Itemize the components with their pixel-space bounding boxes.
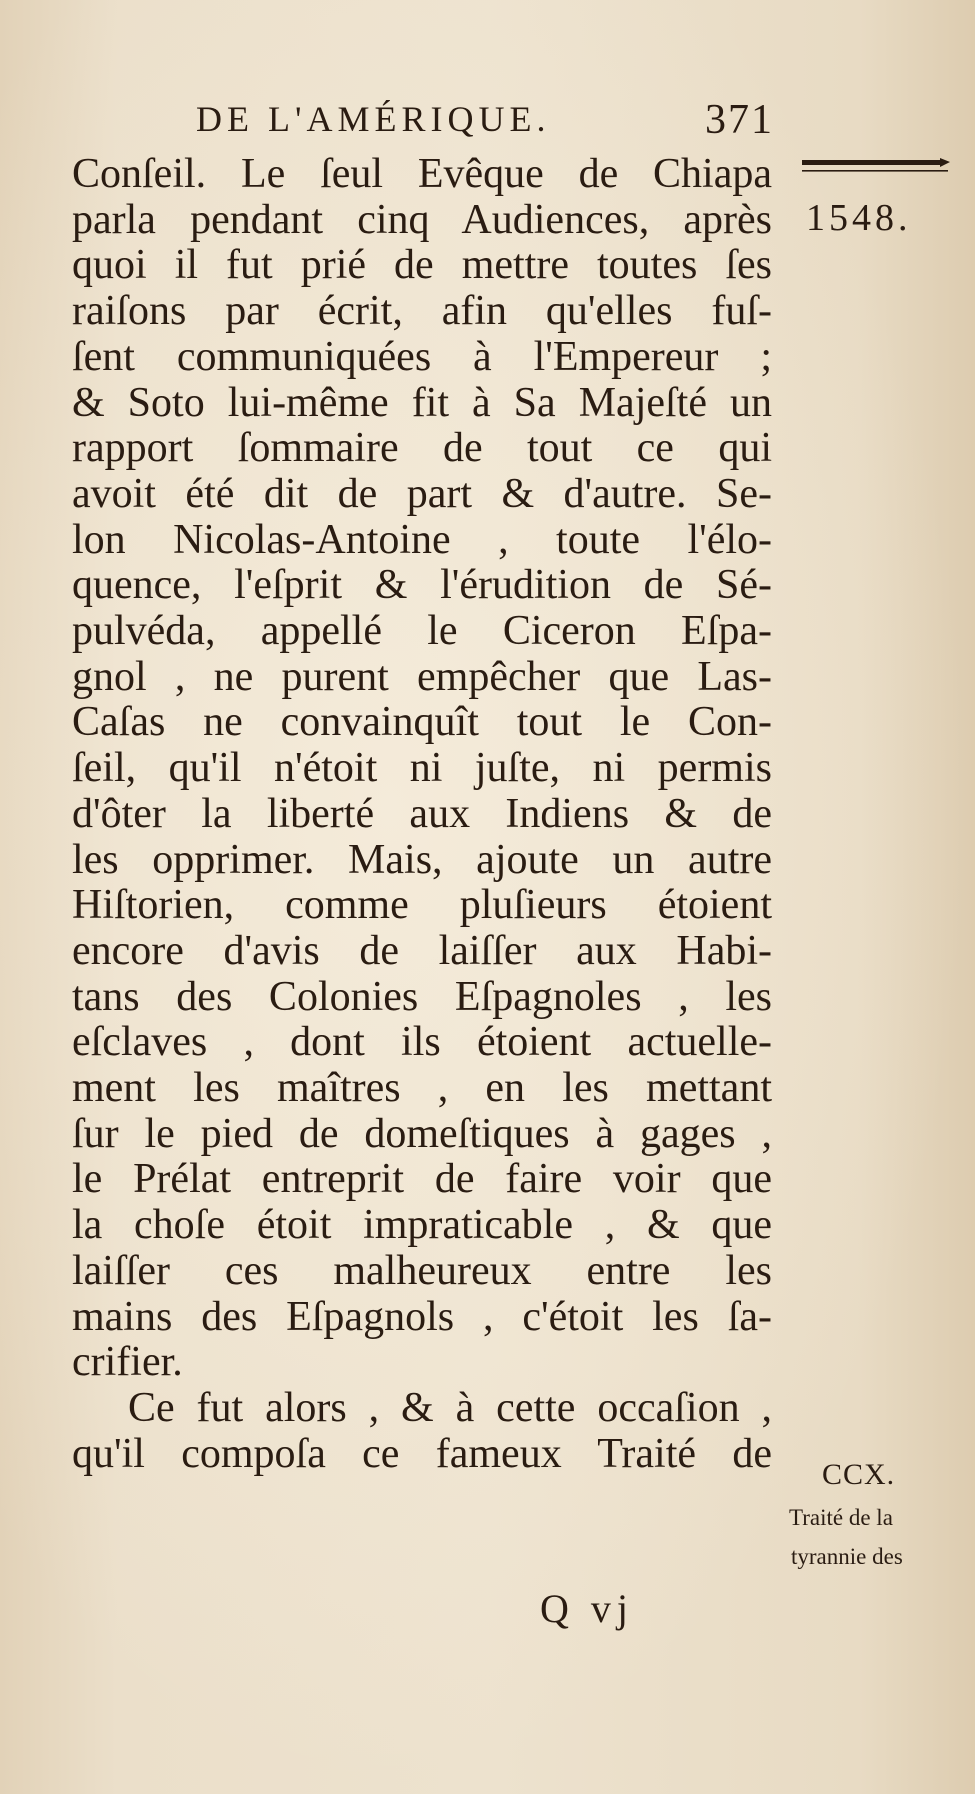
text-line: quoi il fut prié de mettre toutes ſes — [72, 242, 772, 289]
text-line: gnol , ne purent empêcher que Las- — [72, 653, 772, 700]
text-line: quence, l'eſprit & l'érudition de Sé- — [72, 562, 772, 609]
text-line: le Prélat entreprit de faire voir que — [72, 1156, 772, 1203]
text-line: crifier. — [72, 1339, 183, 1386]
text-line: parla pendant cinq Audiences, après — [72, 196, 772, 243]
text-line: laiſſer ces malheureux entre les — [72, 1247, 772, 1294]
margin-section-number: CCX. — [822, 1458, 896, 1491]
text-line: avoit été dit de part & d'autre. Se- — [72, 470, 772, 517]
text-line: lon Nicolas-Antoine , toute l'élo- — [72, 516, 772, 563]
text-line: mains des Eſpagnols , c'étoit les ſa- — [72, 1293, 772, 1340]
text-line: tans des Colonies Eſpagnoles , les — [72, 973, 772, 1020]
page-number: 371 — [705, 97, 774, 143]
text-line: pulvéda, appellé le Ciceron Eſpa- — [72, 608, 772, 655]
text-line: ſent communiquées à l'Empereur ; — [72, 333, 772, 380]
text-line: qu'il compoſa ce fameux Traité de — [72, 1430, 772, 1477]
text-line: les opprimer. Mais, ajoute un autre — [72, 836, 772, 883]
ornamental-rule — [800, 158, 950, 176]
margin-section-title-line2: tyrannie des — [791, 1544, 903, 1569]
text-line: & Soto lui-même fit à Sa Majeſté un — [72, 379, 772, 426]
text-line: ſeil, qu'il n'étoit ni juſte, ni permis — [72, 745, 772, 792]
text-line: Conſeil. Le ſeul Evêque de Chiapa — [72, 151, 772, 197]
text-line: Ce fut alors , & à cette occaſion , — [128, 1384, 772, 1431]
margin-section-title-line1: Traité de la — [789, 1505, 893, 1530]
text-line: Caſas ne convainquît tout le Con- — [72, 699, 772, 746]
text-line: encore d'avis de laiſſer aux Habi- — [72, 927, 772, 974]
text-line: ſur le pied de domeſtiques à gages , — [72, 1110, 772, 1157]
body-text — [72, 152, 772, 1477]
running-head-title: DE L'AMÉRIQUE. — [196, 99, 551, 139]
text-line: eſclaves , dont ils étoient actuelle- — [72, 1019, 772, 1066]
text-line: la choſe étoit impraticable , & que — [72, 1202, 772, 1249]
text-line: ment les maîtres , en les mettant — [72, 1065, 772, 1112]
text-line: raiſons par écrit, afin qu'elles fuſ- — [72, 288, 772, 335]
signature-mark: Q vj — [540, 1586, 634, 1631]
running-head — [196, 98, 774, 148]
margin-year: 1548. — [806, 197, 912, 239]
text-line: rapport ſommaire de tout ce qui — [72, 425, 772, 472]
text-line: Hiſtorien, comme pluſieurs étoient — [72, 882, 772, 929]
text-line: d'ôter la liberté aux Indiens & de — [72, 790, 772, 837]
